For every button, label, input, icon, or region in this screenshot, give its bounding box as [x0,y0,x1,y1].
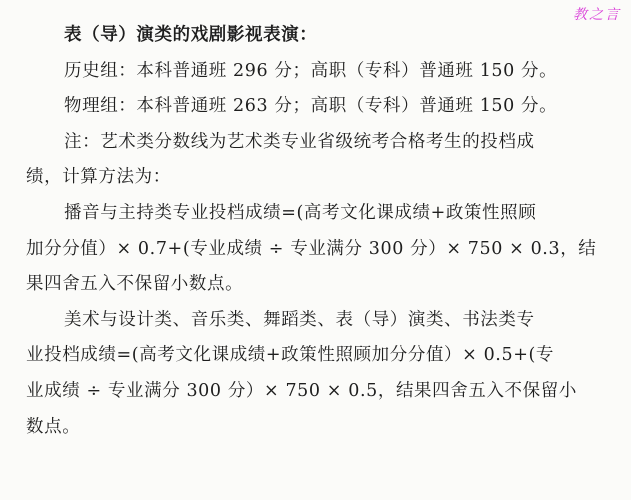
arts-formula-line-3: 业成绩 ÷ 专业满分 300 分）× 750 × 0.5，结果四舍五入不保留小 [26,380,577,401]
note-line-1: 注：艺术类分数线为艺术类专业省级统考合格考生的投档成 [64,131,535,152]
broadcast-formula-line-3: 果四舍五入不保留小数点。 [26,274,244,295]
history-group-line: 历史组：本科普通班 296 分；高职（专科）普通班 150 分。 [64,60,558,81]
section-heading: 表（导）演类的戏剧影视表演： [64,25,318,45]
arts-formula-line-1: 美术与设计类、音乐类、舞蹈类、表（导）演类、书法类专 [64,309,535,330]
document-body [26,18,618,445]
watermark-logo: 教之言 [573,7,621,23]
note-line-2: 绩，计算方法为： [26,167,171,188]
arts-formula-line-2: 业投档成绩=(高考文化课成绩+政策性照顾加分分值）× 0.5+(专 [26,345,554,366]
broadcast-formula-line-2: 加分分值）× 0.7+(专业成绩 ÷ 专业满分 300 分）× 750 × 0.3，结 [26,238,597,259]
broadcast-formula-line-1: 播音与主持类专业投档成绩=(高考文化课成绩+政策性照顾 [64,202,537,223]
physics-group-line: 物理组：本科普通班 263 分；高职（专科）普通班 150 分。 [64,96,558,117]
arts-formula-line-4: 数点。 [26,416,81,437]
